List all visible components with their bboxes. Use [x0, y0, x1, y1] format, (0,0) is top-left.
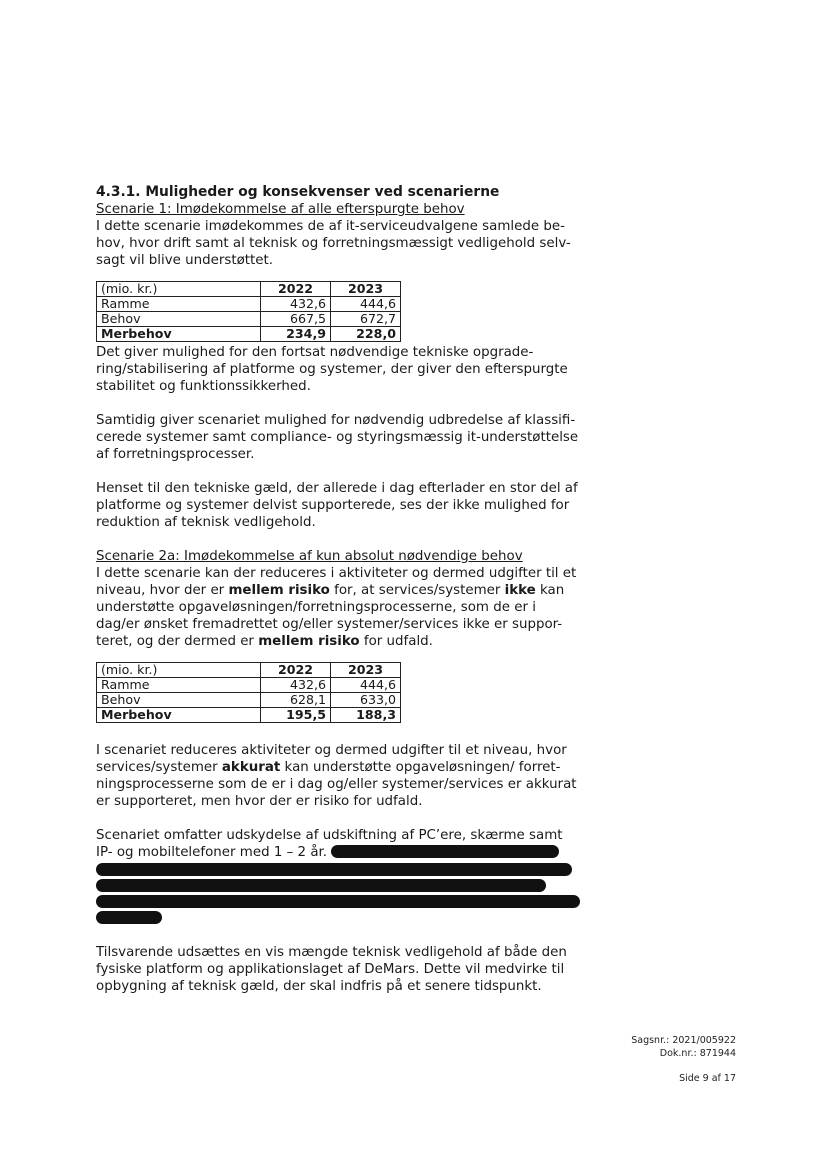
table-cell: Ramme	[97, 678, 261, 693]
table-cell: Ramme	[97, 297, 261, 312]
redaction-bar	[96, 879, 546, 892]
scenario-1-table	[96, 281, 401, 342]
redaction-bar	[331, 845, 559, 858]
table-row-total	[97, 327, 401, 342]
table-cell: 432,6	[261, 678, 331, 693]
table-cell: 444,6	[331, 297, 401, 312]
document-content	[96, 184, 596, 995]
table-row	[97, 678, 401, 693]
table-cell: Behov	[97, 693, 261, 708]
table-header-cell: 2023	[331, 663, 401, 678]
table-header-cell: 2022	[261, 282, 331, 297]
text-run: I dette scenarie kan der reduceres i aktiviteter og dermed udgifter til et niveau, hvor der er	[96, 566, 577, 598]
text-run: kan understøtte opgaveløsningen/ forret- ningsprocesserne som de er i dag og/eller systemer/services er akkurat er supporteret, men hvor der er risiko for udfald.	[96, 760, 577, 809]
table-header-cell: (mio. kr.)	[97, 663, 261, 678]
table-cell: Merbehov	[97, 327, 261, 342]
text-run: kan understøtte opgaveløsningen/forretningsprocesserne, som de er i dag/er ønsket fremadrettet og/eller systemer/services ikke er suppor- teret, og der dermed er	[96, 583, 565, 649]
table-cell: 444,6	[331, 678, 401, 693]
table-header-cell: (mio. kr.)	[97, 282, 261, 297]
page-number: Side 9 af 17	[679, 1073, 736, 1084]
table-header-cell: 2022	[261, 663, 331, 678]
text-run: Scenariet omfatter udskydelse af udskiftning af PC’ere, skærme samt IP- og mobiltelefoner med 1 – 2 år.	[96, 828, 563, 860]
bold-text: mellem risiko	[258, 634, 360, 649]
scenario-2a-intro	[96, 565, 596, 650]
table-cell: 195,5	[261, 708, 331, 723]
redaction-bar	[96, 863, 572, 876]
table-cell: 188,3	[331, 708, 401, 723]
scenario-1-subtitle: Scenarie 1: Imødekommelse af alle efterspurgte behov	[96, 202, 465, 217]
table-header-row	[97, 282, 401, 297]
table-cell: 432,6	[261, 297, 331, 312]
scenario-2a-subtitle: Scenarie 2a: Imødekommelse af kun absolut nødvendige behov	[96, 549, 523, 564]
scenario-2a-paragraph	[96, 827, 596, 861]
scenario-1-paragraph: Det giver mulighed for den fortsat nødvendige tekniske opgrade- ring/stabilisering af platforme og systemer, der giver den efterspurgte stabilitet og funktionssikkerhed.	[96, 345, 568, 394]
section-heading: 4.3.1. Muligheder og konsekvenser ved scenarierne	[96, 184, 500, 200]
table-cell: 633,0	[331, 693, 401, 708]
table-cell: 667,5	[261, 312, 331, 327]
table-row	[97, 297, 401, 312]
table-row-total	[97, 708, 401, 723]
table-row	[97, 693, 401, 708]
table-header-cell: 2023	[331, 282, 401, 297]
table-cell: 234,9	[261, 327, 331, 342]
table-cell: 628,1	[261, 693, 331, 708]
case-number: Sagsnr.: 2021/005922	[631, 1035, 736, 1046]
text-run: for, at services/systemer	[329, 583, 505, 598]
document-number: Dok.nr.: 871944	[659, 1048, 736, 1059]
scenario-1-paragraph: Samtidig giver scenariet mulighed for nødvendig udbredelse af klassifi- cerede systemer samt compliance- og styringsmæssig it-understøttelse af forretningsprocesser.	[96, 413, 579, 462]
table-cell: Merbehov	[97, 708, 261, 723]
scenario-2a-paragraph: Tilsvarende udsættes en vis mængde teknisk vedligehold af både den fysiske platform og applikationslaget af DeMars. Dette vil medvirke til opbygning af teknisk gæld, der skal indfris på et senere tidspunkt.	[96, 945, 567, 994]
table-header-row	[97, 663, 401, 678]
text-run: for udfald.	[359, 634, 433, 649]
table-cell: 228,0	[331, 327, 401, 342]
scenario-2a-table	[96, 662, 401, 723]
bold-text: mellem risiko	[228, 583, 330, 598]
table-cell: 672,7	[331, 312, 401, 327]
text-run: I scenariet reduceres aktiviteter og dermed udgifter til et niveau, hvor services/systemer	[96, 743, 567, 775]
scenario-1-intro: I dette scenarie imødekommes de af it-serviceudvalgene samlede be- hov, hvor drift samt al teknisk og forretningsmæssigt vedligehold selv- sagt vil blive understøttet.	[96, 219, 571, 268]
table-cell: Behov	[97, 312, 261, 327]
redaction-bar	[96, 911, 162, 924]
table-row	[97, 312, 401, 327]
document-footer	[631, 1034, 736, 1085]
scenario-1-paragraph: Henset til den tekniske gæld, der allerede i dag efterlader en stor del af platforme og systemer delvist supporterede, ses der ikke mulighed for reduktion af teknisk vedligehold.	[96, 481, 578, 530]
scenario-2a-paragraph	[96, 742, 596, 810]
bold-text: akkurat	[221, 760, 281, 775]
bold-text: ikke	[504, 583, 536, 598]
redaction-bar	[96, 895, 580, 908]
